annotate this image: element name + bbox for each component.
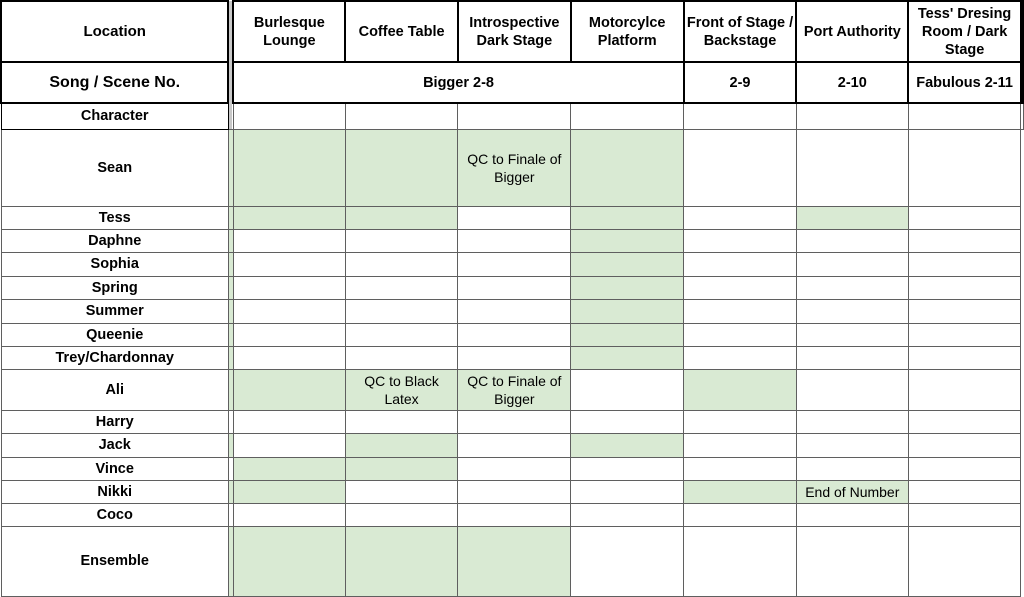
- presence-cell[interactable]: [233, 206, 345, 229]
- character-name[interactable]: Tess: [1, 206, 228, 229]
- character-name[interactable]: Jack: [1, 433, 228, 457]
- character-row: [1, 229, 1023, 252]
- presence-cell[interactable]: [684, 276, 797, 299]
- character-name[interactable]: Queenie: [1, 323, 228, 346]
- empty-cell[interactable]: [684, 103, 797, 129]
- presence-cell[interactable]: [345, 229, 458, 252]
- location-header: Burlesque Lounge: [233, 1, 345, 62]
- presence-cell[interactable]: [458, 503, 571, 526]
- presence-cell[interactable]: [345, 503, 458, 526]
- overflow-cell: [908, 526, 1021, 596]
- presence-cell[interactable]: [796, 252, 908, 276]
- presence-cell[interactable]: [684, 206, 797, 229]
- presence-cell[interactable]: [345, 276, 458, 299]
- presence-cell[interactable]: [796, 526, 908, 596]
- overflow-cell: [908, 229, 1021, 252]
- presence-cell[interactable]: [458, 276, 571, 299]
- presence-cell[interactable]: [571, 503, 684, 526]
- scene-row: [1, 62, 1023, 103]
- empty-cell[interactable]: [233, 103, 345, 129]
- character-row: [1, 503, 1023, 526]
- overflow-cell: [908, 129, 1021, 206]
- character-label: Character: [1, 103, 228, 129]
- presence-cell[interactable]: [458, 526, 571, 596]
- presence-cell[interactable]: [233, 480, 345, 503]
- presence-cell[interactable]: [684, 299, 797, 323]
- presence-cell[interactable]: [571, 323, 684, 346]
- character-name[interactable]: Harry: [1, 410, 228, 433]
- presence-cell[interactable]: [571, 410, 684, 433]
- presence-cell[interactable]: [684, 480, 797, 503]
- presence-cell[interactable]: [684, 457, 797, 480]
- presence-cell[interactable]: [796, 229, 908, 252]
- character-name[interactable]: Vince: [1, 457, 228, 480]
- presence-cell[interactable]: [684, 369, 797, 410]
- character-row: [1, 433, 1023, 457]
- song-scene-label: Song / Scene No.: [1, 62, 228, 103]
- presence-cell[interactable]: [796, 276, 908, 299]
- presence-cell[interactable]: [796, 503, 908, 526]
- presence-cell[interactable]: [345, 433, 458, 457]
- presence-cell[interactable]: [233, 346, 345, 369]
- character-row: [1, 252, 1023, 276]
- empty-cell[interactable]: [458, 103, 571, 129]
- character-row: [1, 457, 1023, 480]
- location-header: Coffee Table: [345, 1, 458, 62]
- location-header: Front of Stage / Backstage: [684, 1, 797, 62]
- presence-cell[interactable]: [345, 323, 458, 346]
- location-header: Tess' Dresing Room / Dark Stage: [908, 1, 1021, 62]
- presence-cell[interactable]: [458, 480, 571, 503]
- overflow-cell: [908, 299, 1021, 323]
- presence-cell[interactable]: [458, 346, 571, 369]
- character-rows: [1, 129, 1023, 596]
- location-label: Location: [1, 1, 228, 62]
- presence-cell[interactable]: [233, 323, 345, 346]
- presence-cell[interactable]: [345, 299, 458, 323]
- location-header: Motorcylce Platform: [571, 1, 684, 62]
- presence-cell[interactable]: [684, 503, 797, 526]
- overflow-cell: [908, 410, 1021, 433]
- presence-cell[interactable]: [571, 229, 684, 252]
- presence-cell[interactable]: [233, 229, 345, 252]
- character-name[interactable]: Sophia: [1, 252, 228, 276]
- scene-header: 2-10: [796, 62, 908, 103]
- empty-cell[interactable]: [345, 103, 458, 129]
- presence-cell[interactable]: [796, 206, 908, 229]
- character-row: [1, 206, 1023, 229]
- character-name[interactable]: Spring: [1, 276, 228, 299]
- location-row: [1, 1, 1023, 62]
- overflow-cell: [908, 323, 1021, 346]
- note-cell[interactable]: QC to Black Latex: [345, 369, 458, 410]
- presence-cell[interactable]: [796, 346, 908, 369]
- presence-cell[interactable]: [458, 206, 571, 229]
- presence-cell[interactable]: [233, 252, 345, 276]
- note-cell[interactable]: QC to Finale of Bigger: [458, 369, 571, 410]
- character-name[interactable]: Trey/Chardonnay: [1, 346, 228, 369]
- presence-cell[interactable]: [571, 346, 684, 369]
- presence-cell[interactable]: [571, 433, 684, 457]
- character-row: [1, 276, 1023, 299]
- presence-cell[interactable]: [571, 457, 684, 480]
- presence-cell[interactable]: [684, 252, 797, 276]
- presence-cell[interactable]: [345, 206, 458, 229]
- overflow-cell: [908, 433, 1021, 457]
- presence-cell[interactable]: [571, 129, 684, 206]
- character-label-row: [1, 103, 1023, 129]
- character-row: [1, 323, 1023, 346]
- presence-cell[interactable]: [571, 526, 684, 596]
- presence-cell[interactable]: [571, 206, 684, 229]
- presence-cell[interactable]: [233, 526, 345, 596]
- scene-header: Fabulous 2-11: [908, 62, 1021, 103]
- presence-cell[interactable]: [571, 480, 684, 503]
- presence-cell[interactable]: [345, 457, 458, 480]
- note-cell[interactable]: End of Number: [796, 480, 908, 503]
- presence-cell[interactable]: [571, 276, 684, 299]
- presence-cell[interactable]: [458, 252, 571, 276]
- character-name[interactable]: Coco: [1, 503, 228, 526]
- empty-cell[interactable]: [796, 103, 908, 129]
- presence-cell[interactable]: [233, 457, 345, 480]
- presence-cell[interactable]: [684, 229, 797, 252]
- presence-cell[interactable]: [233, 276, 345, 299]
- presence-cell[interactable]: [233, 369, 345, 410]
- location-header: Port Authority: [796, 1, 908, 62]
- character-row: [1, 480, 1023, 503]
- presence-cell[interactable]: [684, 526, 797, 596]
- presence-cell[interactable]: [458, 299, 571, 323]
- presence-cell[interactable]: [796, 129, 908, 206]
- presence-cell[interactable]: [796, 369, 908, 410]
- overflow-cell: [908, 206, 1021, 229]
- presence-cell[interactable]: [458, 433, 571, 457]
- presence-cell[interactable]: [233, 433, 345, 457]
- character-row: [1, 369, 1023, 410]
- overflow-cell: [908, 252, 1021, 276]
- presence-cell[interactable]: [684, 410, 797, 433]
- presence-cell[interactable]: [233, 410, 345, 433]
- character-row: [1, 526, 1023, 596]
- character-row: [1, 410, 1023, 433]
- empty-cell[interactable]: [1021, 103, 1023, 129]
- character-row: [1, 129, 1023, 206]
- presence-cell[interactable]: [684, 323, 797, 346]
- character-name[interactable]: Summer: [1, 299, 228, 323]
- note-cell[interactable]: QC to Finale of Bigger: [458, 129, 571, 206]
- presence-cell[interactable]: [684, 129, 797, 206]
- presence-cell[interactable]: [458, 229, 571, 252]
- overflow-column: [1021, 1, 1023, 103]
- presence-cell[interactable]: [796, 323, 908, 346]
- presence-cell[interactable]: [345, 526, 458, 596]
- empty-cell[interactable]: [908, 103, 1021, 129]
- scene-header: Bigger 2-8: [233, 62, 683, 103]
- presence-cell[interactable]: [233, 299, 345, 323]
- presence-cell[interactable]: [233, 503, 345, 526]
- presence-cell[interactable]: [458, 410, 571, 433]
- scene-header: 2-9: [684, 62, 797, 103]
- presence-cell[interactable]: [345, 346, 458, 369]
- character-name[interactable]: Ali: [1, 369, 228, 410]
- character-row: [1, 299, 1023, 323]
- presence-cell[interactable]: [684, 433, 797, 457]
- presence-cell[interactable]: [796, 299, 908, 323]
- character-name[interactable]: Daphne: [1, 229, 228, 252]
- character-name[interactable]: Nikki: [1, 480, 228, 503]
- presence-cell[interactable]: [796, 433, 908, 457]
- overflow-cell: [908, 276, 1021, 299]
- presence-cell[interactable]: [571, 369, 684, 410]
- presence-cell[interactable]: [458, 457, 571, 480]
- presence-cell[interactable]: [345, 129, 458, 206]
- character-name[interactable]: Sean: [1, 129, 228, 206]
- presence-cell[interactable]: [345, 410, 458, 433]
- presence-cell[interactable]: [571, 299, 684, 323]
- overflow-cell: [908, 369, 1021, 410]
- overflow-cell: [908, 480, 1021, 503]
- presence-cell[interactable]: [684, 346, 797, 369]
- character-row: [1, 346, 1023, 369]
- presence-cell[interactable]: [233, 129, 345, 206]
- presence-cell[interactable]: [458, 323, 571, 346]
- presence-cell[interactable]: [571, 252, 684, 276]
- presence-cell[interactable]: [796, 410, 908, 433]
- empty-cell[interactable]: [571, 103, 684, 129]
- presence-cell[interactable]: [345, 252, 458, 276]
- presence-cell[interactable]: [345, 480, 458, 503]
- overflow-cell: [908, 503, 1021, 526]
- presence-cell[interactable]: [796, 457, 908, 480]
- overflow-cell: [908, 346, 1021, 369]
- location-header: Introspective Dark Stage: [458, 1, 571, 62]
- overflow-cell: [908, 457, 1021, 480]
- character-name[interactable]: Ensemble: [1, 526, 228, 596]
